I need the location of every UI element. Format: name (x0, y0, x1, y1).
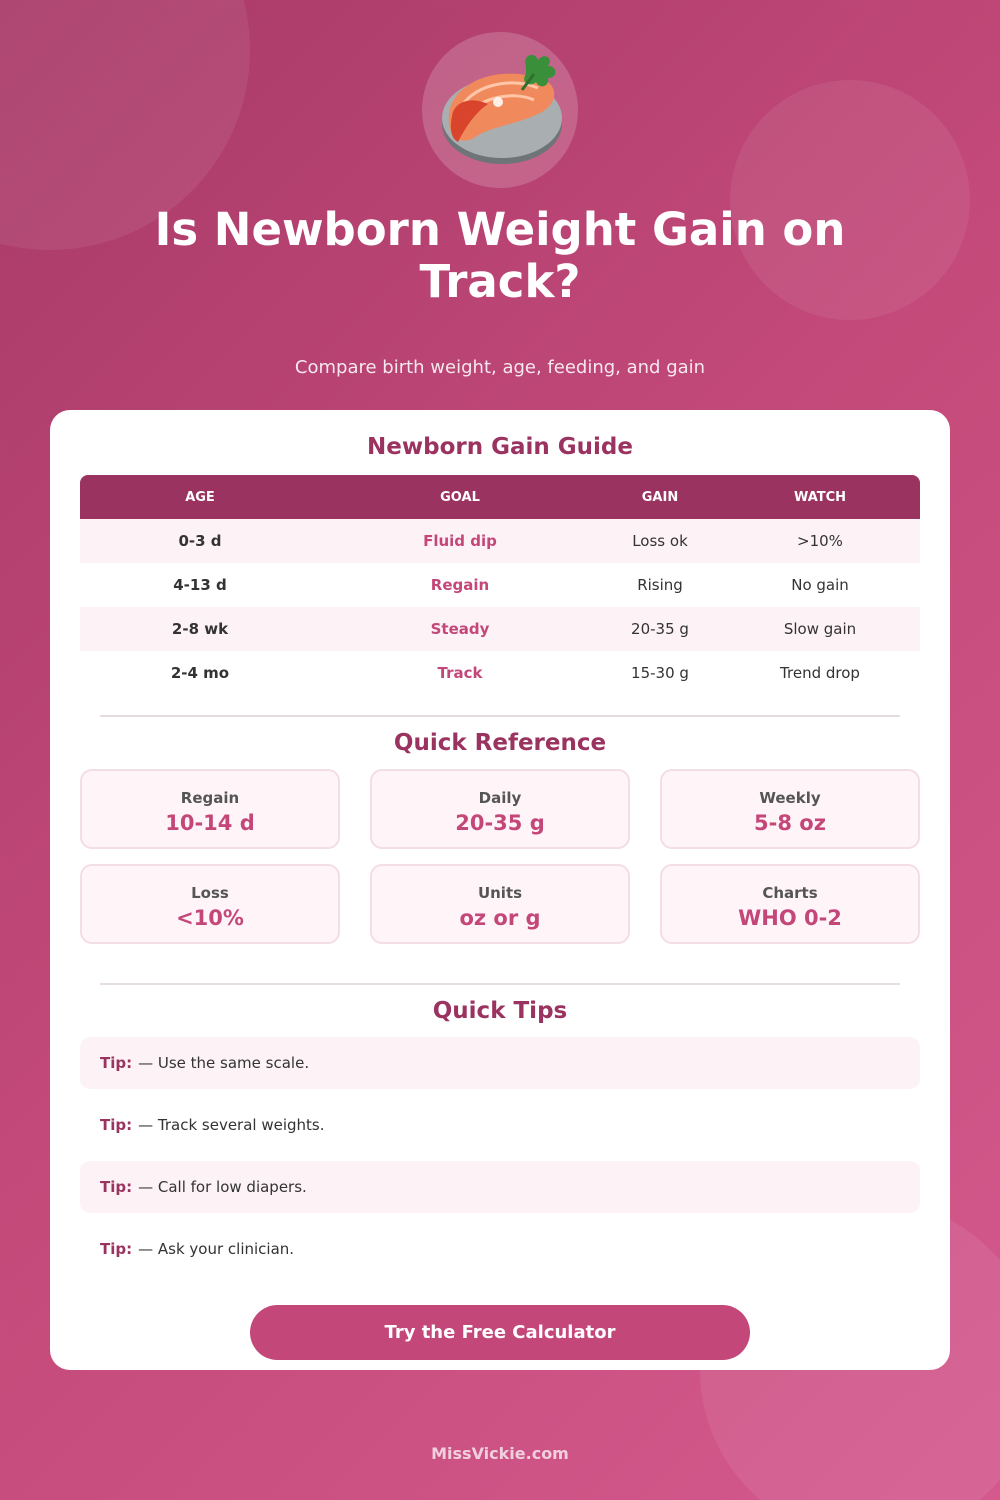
table-header (80, 475, 920, 519)
free-calculator-button[interactable]: Try the Free Calculator (250, 1305, 750, 1360)
reference-value: <10% (176, 906, 244, 930)
tip-text: — Track several weights. (138, 1116, 325, 1134)
cell-age: 4-13 d (173, 576, 227, 594)
reference-value: 20-35 g (455, 811, 545, 835)
gain-guide-table (80, 475, 920, 695)
cell-watch: No gain (791, 576, 849, 594)
tips-title: Quick Tips (432, 998, 568, 1024)
cell-age: 0-3 d (178, 532, 222, 550)
tip-label: Tip: (100, 1116, 133, 1134)
reference-card (80, 864, 340, 944)
reference-card (370, 769, 630, 849)
table-row (80, 519, 920, 563)
reference-value: WHO 0-2 (738, 906, 842, 930)
tip-item (80, 1037, 920, 1089)
column-header-age: AGE (185, 489, 215, 505)
cell-age: 2-8 wk (171, 620, 229, 638)
reference-card (370, 864, 630, 944)
column-header-watch: WATCH (793, 489, 847, 505)
site-footer: MissVickie.com (431, 1444, 569, 1463)
cell-age: 2-4 mo (170, 664, 230, 682)
cell-watch: Slow gain (783, 620, 857, 638)
tip-item (80, 1161, 920, 1213)
cell-goal: Fluid dip (423, 532, 497, 550)
tip-text: — Ask your clinician. (138, 1240, 295, 1258)
page-title: Is Newborn Weight Gain on Track? (154, 203, 846, 308)
reference-label: Units (477, 884, 523, 902)
cell-gain: 15-30 g (631, 664, 689, 682)
column-header-gain: GAIN (641, 489, 679, 505)
reference-value: oz or g (459, 906, 541, 930)
reference-value: 5-8 oz (754, 811, 826, 835)
tip-item (80, 1099, 920, 1151)
cell-goal: Regain (430, 576, 490, 594)
reference-label: Regain (180, 789, 240, 807)
reference-card (660, 769, 920, 849)
reference-label: Daily (478, 789, 522, 807)
tip-item (80, 1223, 920, 1275)
tip-text: — Call for low diapers. (138, 1178, 307, 1196)
content-card (50, 410, 950, 1370)
tip-label: Tip: (100, 1240, 133, 1258)
section-divider (100, 715, 900, 717)
guide-title: Newborn Gain Guide (367, 434, 633, 460)
tip-label: Tip: (100, 1054, 133, 1072)
cell-goal: Steady (430, 620, 490, 638)
cell-gain: Rising (637, 576, 683, 594)
reference-card (80, 769, 340, 849)
reference-value: 10-14 d (165, 811, 255, 835)
reference-title: Quick Reference (393, 730, 607, 756)
table-row (80, 651, 920, 695)
table-row (80, 607, 920, 651)
reference-card (660, 864, 920, 944)
reference-label: Loss (191, 884, 229, 902)
cell-goal: Track (437, 664, 483, 682)
column-header-goal: GOAL (440, 489, 480, 505)
tip-label: Tip: (100, 1178, 133, 1196)
reference-label: Weekly (759, 789, 821, 807)
cell-watch: Trend drop (780, 664, 860, 682)
table-row (80, 563, 920, 607)
page-subtitle: Compare birth weight, age, feeding, and gain (294, 357, 706, 378)
reference-label: Charts (762, 884, 818, 902)
tip-text: — Use the same scale. (138, 1054, 310, 1072)
hero-icon-circle (422, 32, 578, 188)
salmon-steak-icon (430, 46, 570, 176)
cell-watch: >10% (797, 532, 843, 550)
cell-gain: 20-35 g (631, 620, 689, 638)
cell-gain: Loss ok (632, 532, 688, 550)
section-divider (100, 983, 900, 985)
